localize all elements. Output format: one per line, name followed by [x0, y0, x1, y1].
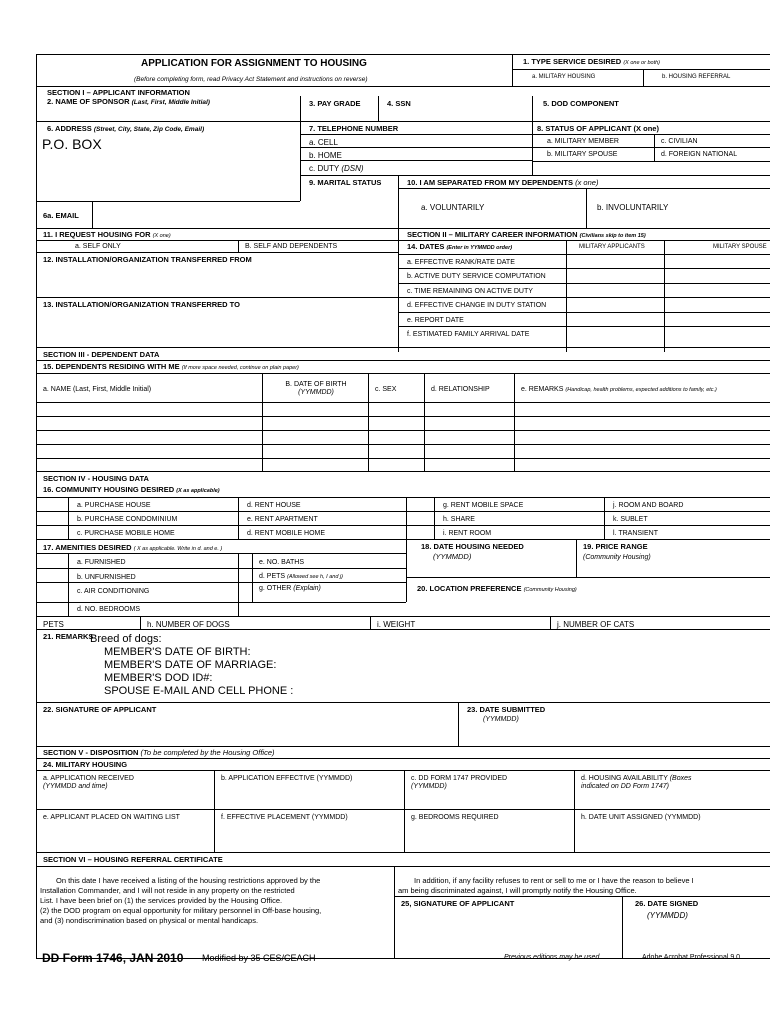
section2-header: SECTION II – MILITARY CAREER INFORMATION (Civilians skip to item 15) [407, 230, 646, 239]
waiting-list[interactable]: e. APPLICANT PLACED ON WAITING LIST [43, 814, 180, 821]
purchase-condominium[interactable]: b. PURCHASE CONDOMINIUM [77, 516, 178, 523]
remarks-line[interactable]: SPOUSE E-MAIL AND CELL PHONE : [104, 685, 294, 697]
transferred-to-label: 13. INSTALLATION/ORGANIZATION TRANSFERRED TO [43, 300, 240, 309]
phone-cell[interactable]: a. CELL [309, 138, 338, 147]
date-signed-label: 26. DATE SIGNED [635, 899, 699, 908]
software-note: Adobe Acrobat Professional 9.0 [642, 954, 741, 961]
date-submitted-label: 23. DATE SUBMITTED [467, 705, 546, 714]
military-spouse-col: MILITARY SPOUSE [713, 244, 767, 250]
application-received[interactable]: a. APPLICATION RECEIVED (YYMMDD and time) [43, 775, 134, 791]
type-service-label: 1. TYPE SERVICE DESIRED (X one or both) [523, 57, 661, 66]
table-row[interactable] [36, 430, 770, 431]
separated-involuntarily[interactable]: b. INVOLUNTARILY [597, 203, 669, 212]
amenity-pets[interactable]: d. PETS (Allowed see h, I and j) [259, 573, 343, 580]
type-service-military-housing[interactable]: a. MILITARY HOUSING [532, 74, 596, 80]
type-service-housing-referral[interactable]: b. HOUSING REFERRAL [662, 74, 731, 80]
status-foreign-national[interactable]: d. FOREIGN NATIONAL [661, 151, 738, 158]
status-military-member[interactable]: a. MILITARY MEMBER [547, 138, 619, 145]
application-effective[interactable]: b. APPLICATION EFFECTIVE (YYMMDD) [221, 775, 353, 782]
dd1747-provided[interactable]: c. DD FORM 1747 PROVIDED (YYMMDD) [411, 775, 508, 791]
form-page [36, 54, 770, 965]
form-id: DD Form 1746, JAN 2010 [42, 951, 184, 965]
section4-header: SECTION IV - HOUSING DATA [43, 474, 149, 483]
date-active-duty-computation[interactable]: b. ACTIVE DUTY SERVICE COMPUTATION [407, 273, 546, 280]
pets-label: PETS [43, 620, 64, 629]
date-family-arrival[interactable]: f. ESTIMATED FAMILY ARRIVAL DATE [407, 331, 530, 338]
separated-voluntarily[interactable]: a. VOLUNTARILY [421, 203, 485, 212]
previous-editions: Previous editions may be used. [504, 954, 602, 961]
signature-25-label: 25, SIGNATURE OF APPLICANT [401, 899, 515, 908]
military-housing-label: 24. MILITARY HOUSING [43, 760, 128, 769]
date-rank-rate[interactable]: a. EFFECTIVE RANK/RATE DATE [407, 259, 515, 266]
name-of-sponsor-label: 2. NAME OF SPONSOR (Last, First, Middle Initial) [47, 97, 210, 106]
discrimination-text: In addition, if any facility refuses to rent or sell to me or I have the reason to believe I am being discriminated against, I will promptly notify the Housing Office. [398, 876, 694, 895]
purchase-mobile-home[interactable]: c. PURCHASE MOBILE HOME [77, 530, 175, 537]
dd-form-1746 [36, 54, 770, 959]
bedrooms-required[interactable]: g. BEDROOMS REQUIRED [411, 814, 499, 821]
dep-name-col: a. NAME (Last, First, Middle Initial) [43, 386, 152, 393]
number-of-dogs[interactable]: h. NUMBER OF DOGS [147, 620, 230, 629]
telephone-label: 7. TELEPHONE NUMBER [309, 124, 399, 133]
remarks-line[interactable]: Breed of dogs: [90, 633, 162, 645]
housing-self-dependents[interactable]: B. SELF AND DEPENDENTS [245, 243, 338, 250]
privacy-note: (Before completing form, read Privacy Act Statement and instructions on reverse) [134, 76, 368, 83]
amenity-no-bedrooms[interactable]: d. NO. BEDROOMS [77, 606, 141, 613]
amenities-label: 17. AMENITIES DESIRED ( X as applicable. Write in d. and e. ) [43, 543, 223, 552]
phone-home[interactable]: b. HOME [309, 151, 342, 160]
remarks-line[interactable]: MEMBER'S DOD ID#: [104, 672, 213, 684]
dependents-label: 15. DEPENDENTS RESIDING WITH ME (If more space needed, continue on plain paper) [43, 362, 299, 371]
effective-placement[interactable]: f. EFFECTIVE PLACEMENT (YYMMDD) [221, 814, 348, 821]
housing-availability[interactable]: d. HOUSING AVAILABILITY (Boxes indicated on DD Form 1747) [581, 775, 692, 791]
form-title: APPLICATION FOR ASSIGNMENT TO HOUSING [141, 58, 367, 69]
dates-label: 14. DATES (Enter in YYMMDD order) [407, 242, 513, 251]
amenity-air-conditioning[interactable]: c. AIR CONDITIONING [77, 588, 150, 595]
price-range-note: (Community Housing) [583, 554, 651, 561]
rent-house[interactable]: d. RENT HOUSE [247, 502, 301, 509]
rent-room[interactable]: i. RENT ROOM [443, 530, 492, 537]
pay-grade-label: 3. PAY GRADE [309, 99, 361, 108]
remarks-label: 21. REMARKS [43, 632, 94, 641]
remarks-line[interactable]: MEMBER'S DATE OF BIRTH: [104, 646, 251, 658]
amenity-no-baths[interactable]: e. NO. BATHS [259, 559, 304, 566]
location-preference-label: 20. LOCATION PREFERENCE (Community Housing) [417, 584, 577, 593]
dep-dob-col: B. DATE OF BIRTH (YYMMDD) [285, 381, 347, 397]
remarks-line[interactable]: MEMBER'S DATE OF MARRIAGE: [104, 659, 277, 671]
military-applicants-col: MILITARY APPLICANTS [579, 244, 645, 250]
date-report[interactable]: e. REPORT DATE [407, 317, 464, 324]
dep-sex-col: c. SEX [375, 386, 397, 393]
email-label: 6a. EMAIL [43, 211, 79, 220]
date-unit-assigned[interactable]: h. DATE UNIT ASSIGNED (YYMMDD) [581, 814, 701, 821]
ssn-label: 4. SSN [387, 99, 411, 108]
status-civilian[interactable]: c. CIVILIAN [661, 138, 698, 145]
address-value[interactable]: P.O. BOX [42, 136, 102, 152]
dod-component-label: 5. DOD COMPONENT [543, 99, 619, 108]
date-change-duty-station[interactable]: d. EFFECTIVE CHANGE IN DUTY STATION [407, 302, 547, 309]
date-submitted-note: (YYMMDD) [483, 716, 519, 723]
referral-certificate-text: On this date I have received a listing of the housing restrictions approved by the Installation Commander, and I will not reside in any property on the restricted List. I have been brief on (1) the services provided by the Housing Office. (2) the DOD program on equal opportunity for military personnel in Off-base housing, and (3) nondiscrimination based on physical or mental handicaps. [40, 876, 322, 925]
transferred-from-label: 12. INSTALLATION/ORGANIZATION TRANSFERRED FROM [43, 255, 252, 264]
request-housing-label: 11. I REQUEST HOUSING FOR (X one) [43, 230, 171, 239]
transient[interactable]: l. TRANSIENT [613, 530, 658, 537]
signature-applicant-label: 22. SIGNATURE OF APPLICANT [43, 705, 157, 714]
amenity-other[interactable]: g. OTHER (Explain) [259, 585, 321, 592]
status-military-spouse[interactable]: b. MILITARY SPOUSE [547, 151, 618, 158]
section3-header: SECTION III - DEPENDENT DATA [43, 350, 160, 359]
room-and-board[interactable]: j. ROOM AND BOARD [613, 502, 684, 509]
status-applicant-label: 8. STATUS OF APPLICANT (X one) [537, 124, 659, 133]
price-range-label: 19. PRICE RANGE [583, 542, 648, 551]
phone-duty[interactable]: c. DUTY (DSN) [309, 164, 364, 173]
address-label: 6. ADDRESS (Street, City, State, Zip Code, Email) [47, 124, 205, 133]
number-of-cats[interactable]: j. NUMBER OF CATS [557, 620, 635, 629]
dog-weight[interactable]: i. WEIGHT [377, 620, 416, 629]
community-housing-label: 16. COMMUNITY HOUSING DESIRED (X as applicable) [43, 485, 220, 494]
dep-remarks-col: e. REMARKS (Handicap, health problems, expected additions to family, etc.) [521, 386, 717, 393]
amenity-furnished[interactable]: a. FURNISHED [77, 559, 126, 566]
rent-mobile-space[interactable]: g. RENT MOBILE SPACE [443, 502, 524, 509]
rent-apartment[interactable]: e. RENT APARTMENT [247, 516, 318, 523]
sublet[interactable]: k. SUBLET [613, 516, 648, 523]
section1-header: SECTION I – APPLICANT INFORMATION [47, 88, 190, 97]
form-footer [42, 951, 770, 971]
housing-self-only[interactable]: a. SELF ONLY [75, 243, 121, 250]
table-row[interactable] [36, 458, 770, 459]
rent-mobile-home[interactable]: d. RENT MOBILE HOME [247, 530, 326, 537]
table-row[interactable] [36, 416, 770, 417]
marital-status-label: 9. MARITAL STATUS [309, 178, 382, 187]
date-time-remaining[interactable]: c. TIME REMAINING ON ACTIVE DUTY [407, 288, 533, 295]
amenity-unfurnished[interactable]: b. UNFURNISHED [77, 574, 136, 581]
table-row[interactable] [36, 444, 770, 445]
dep-relationship-col: d. RELATIONSHIP [431, 386, 490, 393]
date-signed-note: (YYMMDD) [647, 911, 688, 920]
date-housing-needed-note: (YYMMDD) [433, 552, 472, 561]
date-housing-needed-label: 18. DATE HOUSING NEEDED [421, 542, 524, 551]
share[interactable]: h. SHARE [443, 516, 475, 523]
purchase-house[interactable]: a. PURCHASE HOUSE [77, 502, 151, 509]
section5-header: SECTION V - DISPOSITION (To be completed by the Housing Office) [43, 748, 275, 757]
separated-label: 10. I AM SEPARATED FROM MY DEPENDENTS (x one) [407, 178, 599, 187]
modified-by: Modified by 35 CES/CEACH [202, 953, 316, 963]
section6-header: SECTION VI – HOUSING REFERRAL CERTIFICATE [43, 855, 223, 864]
